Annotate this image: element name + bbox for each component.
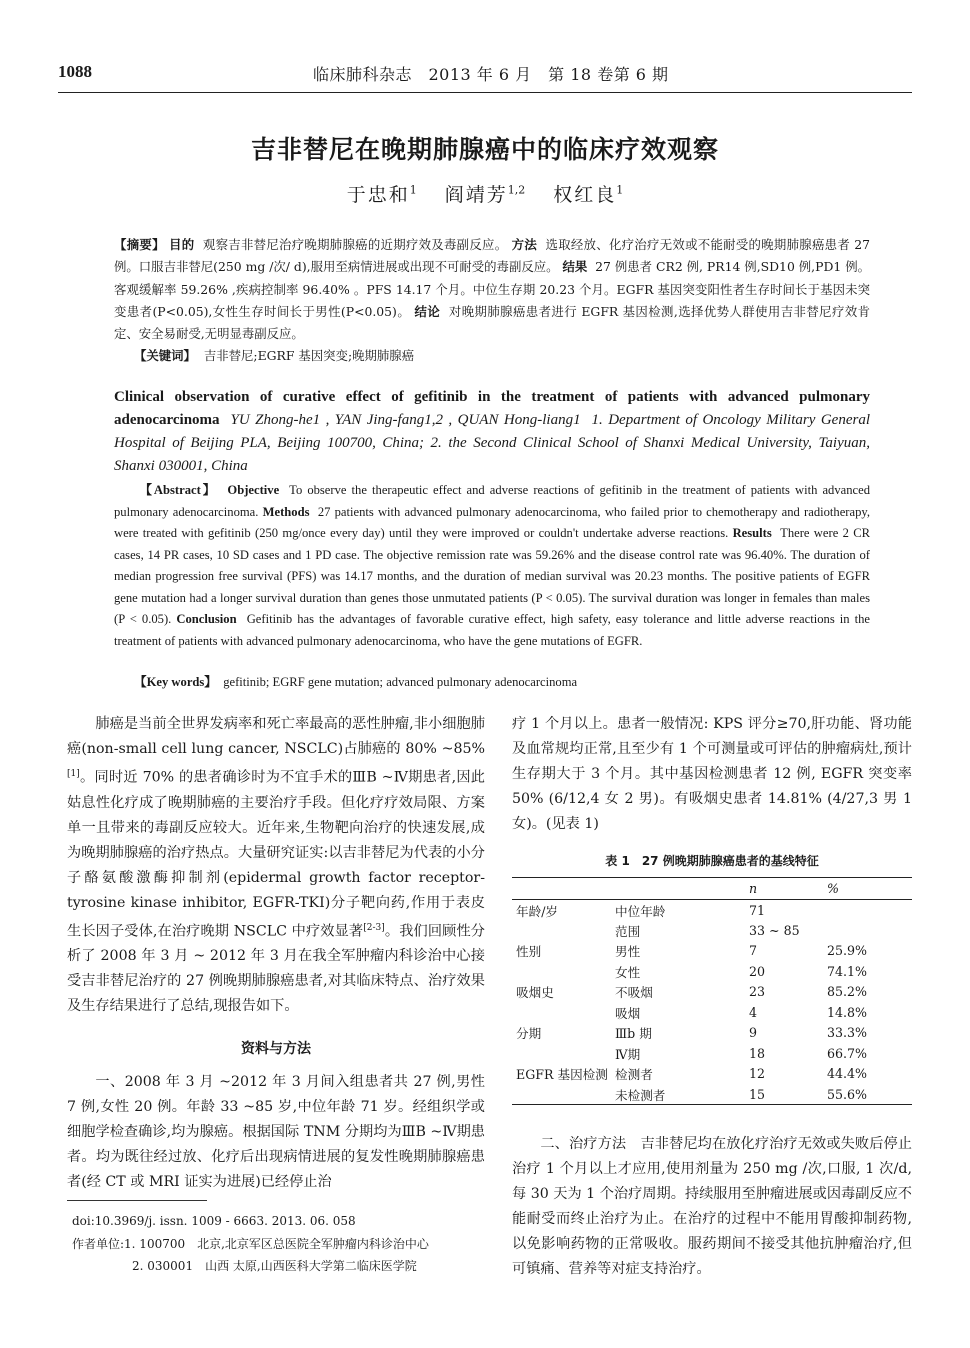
unit-2: 2. 030001 山西 太原,山西医科大学第二临床医学院 (132, 1259, 417, 1273)
english-title: Clinical observation of curative effect of gefitinib in the treatment of patients with advanced pulmonary adenocarcinoma (114, 389, 870, 428)
author-name: 于忠和 (346, 184, 410, 206)
table-cell: 85.2% (827, 984, 868, 1000)
methods-label: 方法 (511, 237, 538, 252)
column-header (512, 878, 615, 900)
table-cell: 年龄/岁 (516, 903, 559, 919)
table-row (512, 961, 912, 982)
baseline-table (512, 877, 912, 1105)
table-cell: 检测者 (615, 1067, 653, 1083)
table-cell: 未检测者 (615, 1087, 666, 1103)
table-cell (512, 1043, 615, 1064)
table-cell: 25.9% (827, 943, 868, 959)
table-cell: 14.8% (827, 1004, 868, 1020)
column-header (615, 878, 749, 900)
table-row (512, 900, 912, 921)
table-cell (512, 1084, 615, 1105)
table-row (512, 1043, 912, 1064)
table-cell: 中位年龄 (615, 903, 666, 919)
chinese-abstract (114, 234, 870, 345)
table-cell: 吸烟史 (516, 985, 554, 1001)
intro-text: 。我们回顾性分析了 2008 年 3 月 ~ 2012 年 3 月在我全军肿瘤内科诊治中心接受吉非替尼治疗的 27 例晚期肺腺癌患者,对其临床特点、治疗效果及生存结果进行了总结,现报告如下。 (67, 923, 485, 1015)
objective-label: Objective (227, 483, 280, 497)
table-cell: 女性 (615, 964, 641, 980)
citation: [2-3] (363, 922, 385, 933)
patient-characteristics-text (512, 712, 912, 837)
table-cell: 74.1% (827, 963, 868, 979)
conclusion-text: Gefitinib has the advantages of favorable curative effect, high safety, easy tolerance and little adverse reactions in the treatment of patients with advanced pulmonary adenocarcinoma, who have the gene mutations of EGFR. (114, 612, 871, 648)
conclusion-label: 结论 (414, 303, 441, 319)
english-affiliations: 1. Department of Oncology Military General Hospital of Beijing PLA, Beijing 100700, China; 2. the Second Clinical School of Shanxi Medical University, Taiyuan, Shanxi 030001, China (114, 412, 870, 474)
results-label: Results (732, 526, 772, 540)
results-text: There were 2 CR cases, 14 PR cases, 10 SD cases and 1 PD case. The objective remission rate was 59.26% and the disease control rate was 96.40%. The duration of median progression free survival (PFS) was 14.17 months, and the duration of median survival was 20.23 months. The positive patients of EGFR gene mutation had a longer survival duration than genes those unmutated patients (P < 0.05). The survival duration was longer in females than males (P < 0.05). (114, 526, 870, 626)
table-cell: 分期 (516, 1026, 542, 1042)
table-cell: Ⅳ期 (615, 1046, 641, 1062)
page-number: 1088 (58, 62, 92, 81)
objective-label: 目的 (169, 237, 195, 252)
table-cell (512, 1002, 615, 1023)
methods-label: Methods (262, 504, 310, 519)
table-cell: 55.6% (827, 1086, 868, 1102)
results-text: 27 例患者 CR2 例, PR14 例,SD10 例,PD1 例。客观缓解率 59.26% ,疾病控制率 96.40% 。PFS 14.17 个月。中位生存期 20.23 个月。EGFR 基因突变阳性者生存时间长于基因未突变患者(P<0.05),女性生存时间长于男性(P<0.05)。 (114, 259, 870, 319)
footnote-rule (67, 1200, 207, 1201)
author-name: 权红良 (553, 184, 617, 206)
table-cell (512, 920, 615, 941)
abstract-label: 【摘要】 (114, 237, 165, 252)
table-cell: 20 (749, 963, 766, 979)
article-title: 吉非替尼在晚期肺腺癌中的临床疗效观察 (250, 135, 719, 164)
table-row (512, 1064, 912, 1085)
table-row (512, 941, 912, 962)
table-cell: 4 (749, 1004, 758, 1020)
intro-paragraph (67, 712, 485, 1019)
table-cell: 71 (749, 902, 766, 918)
author-list (0, 180, 970, 207)
chinese-keywords (134, 346, 870, 364)
intro-text: 肺癌是当前全世界发病率和死亡率最高的恶性肿瘤,非小细胞肺癌(non-small cell lung cancer, NSCLC)占肺癌的 80% ~85% (67, 716, 485, 757)
table-cell (827, 920, 912, 941)
abstract-label: 【Abstract】 (139, 483, 218, 497)
table-row (512, 1023, 912, 1044)
introduction-text (67, 712, 485, 1019)
table-cell: 7 (749, 943, 758, 959)
author-name: 阎靖芳 (444, 184, 508, 206)
data-table (512, 877, 912, 1105)
english-abstract (114, 480, 870, 652)
right-paragraph: 二、治疗方法 吉非替尼均在放化疗治疗无效或失败后停止治疗 1 个月以上才应用,使用剂量为 250 mg /次,口服, 1 次/d, 每 30 天为 1 个治疗周期。持续服用至肿瘤进展或因毒副反应不能耐受而终止治疗为止。在治疗的过程中不能用胃酸抑制药物,以免影响药物的正常吸收。服药期间不接受其他抗肿瘤治疗,但可镇痛、营养等对症支持治疗。 (512, 1136, 912, 1277)
column-header: n (749, 881, 758, 896)
keywords-label: 【关键词】 (134, 348, 196, 363)
right-paragraph: 疗 1 个月以上。患者一般情况: KPS 评分≥70,肝功能、肾功能及血常规均正常,且至少有 1 个可测量或可评估的肿瘤病灶,预计生存期大于 3 个月。其中基因检测患者 12 例, EGFR 突变率 50% (6/12,4 女 2 男)。有吸烟史患者 14.81% (4/27,3 男 1 女)。(见表 1) (512, 716, 912, 832)
treatment-method-text (512, 1132, 912, 1282)
keywords-label: 【Key words】 (134, 675, 217, 689)
methods-text: 27 patients with advanced pulmonary adenocarcinoma, who failed prior to chemotherapy and radiotherapy, were treated with gefitinib (250 mg/once every day) until they were improved or couldn't undertake adverse reactions. (114, 504, 871, 540)
table-cell: 9 (749, 1025, 758, 1041)
table-caption: 表 1 27 例晚期肺腺癌患者的基线特征 (605, 854, 819, 868)
table-cell: 33 ~ 85 (749, 922, 800, 938)
running-header (58, 62, 912, 88)
english-title-block (114, 386, 870, 478)
table-cell (512, 961, 615, 982)
table-row (512, 982, 912, 1003)
table-row (512, 1002, 912, 1023)
table-cell: EGFR 基因检测 (516, 1067, 608, 1083)
table-cell (827, 900, 912, 921)
doi-line: doi:10.3969/j. issn. 1009 - 6663. 2013. 06. 058 (72, 1214, 356, 1228)
table-cell: 不吸烟 (615, 985, 653, 1001)
table-cell: Ⅲb 期 (615, 1026, 652, 1042)
conclusion-label: Conclusion (176, 612, 237, 626)
table-cell: 15 (749, 1086, 766, 1102)
author-affiliation: 1 (616, 183, 624, 197)
table-cell: 44.4% (827, 1066, 868, 1082)
column-header: % (827, 881, 839, 896)
table-header-row (512, 878, 912, 900)
keywords-text: gefitinib; EGRF gene mutation; advanced pulmonary adenocarcinoma (223, 675, 578, 689)
conclusion-text: 对晚期肺腺癌患者进行 EGFR 基因检测,选择优势人群使用吉非替尼疗效肯定、安全易耐受,无明显毒副反应。 (114, 303, 871, 342)
table-cell: 范围 (615, 923, 641, 939)
keywords-text: 吉非替尼;EGRF 基因突变;晚期肺腺癌 (203, 348, 415, 363)
methods-text (67, 1070, 485, 1195)
journal-info: 临床肺科杂志 2013 年 6 月 第 18 卷第 6 期 (313, 65, 669, 84)
author-affiliation: 1 (409, 183, 417, 197)
section-heading-methods: 资料与方法 (241, 1041, 311, 1057)
objective-text: To observe the therapeutic effect and adverse reactions of gefitinib in the treatment of patients with advanced pulmonary adenocarcinoma. (114, 483, 871, 519)
table-row (512, 920, 912, 941)
author-unit-line (72, 1235, 429, 1253)
author-affiliation: 1,2 (507, 183, 526, 197)
table-row (512, 1084, 912, 1105)
english-keywords (134, 671, 870, 690)
methods-paragraph: 一、2008 年 3 月 ~2012 年 3 月间入组患者共 27 例,男性 7 例,女性 20 例。年龄 33 ~85 岁,中位年龄 71 岁。经组织学或细胞学检查确诊,均为腺癌。根据国际 TNM 分期均为ⅢB ~Ⅳ期患者。均为既往经过放、化疗后出现病情进展的复发性晚期肺腺癌患者(经 CT 或 MRI 证实为进展)已经停止治 (67, 1074, 485, 1190)
english-authors: YU Zhong-he1 , YAN Jing-fang1,2 , QUAN Hong-liang1 (230, 412, 581, 428)
table-cell: 23 (749, 984, 766, 1000)
table-cell: 33.3% (827, 1025, 868, 1041)
methods-text: 选取经放、化疗治疗无效或不能耐受的晚期肺腺癌患者 27 例。口服吉非替尼(250 mg /次/ d),服用至病情进展或出现不可耐受的毒副反应。 (114, 237, 871, 275)
header-rule (58, 92, 912, 93)
table-cell: 吸烟 (615, 1005, 641, 1021)
intro-text: 。同时近 70% 的患者确诊时为不宜手术的ⅢB ~Ⅳ期患者,因此姑息性化疗成了晚期肺癌的主要治疗手段。但化疗疗效局限、方案单一且带来的毒副反应较大。近年来,生物靶向治疗的快速发展,成为晚期肺腺癌的治疗热点。大量研究证实:以吉非替尼为代表的小分子酪氨酸激酶抑制剂(epidermal growth factor receptor-tyrosine kinase inhibitor, EGFR-TKI)分子靶向药,作用于表皮生长因子受体,在治疗晚期 NSCLC 中疗效显著 (67, 769, 485, 940)
table-cell: 性别 (516, 944, 542, 960)
results-label: 结果 (562, 259, 588, 275)
unit-label: 作者单位: (72, 1237, 125, 1251)
citation: [1] (67, 769, 80, 779)
table-cell: 66.7% (827, 1045, 868, 1061)
unit-1: 1. 100700 北京,北京军区总医院全军肿瘤内科诊治中心 (124, 1237, 429, 1251)
objective-text: 观察吉非替尼治疗晚期肺腺癌的近期疗效及毒副反应。 (202, 237, 508, 252)
table-cell: 男性 (615, 944, 641, 960)
table-cell: 12 (749, 1066, 766, 1082)
table-cell: 18 (749, 1045, 766, 1061)
